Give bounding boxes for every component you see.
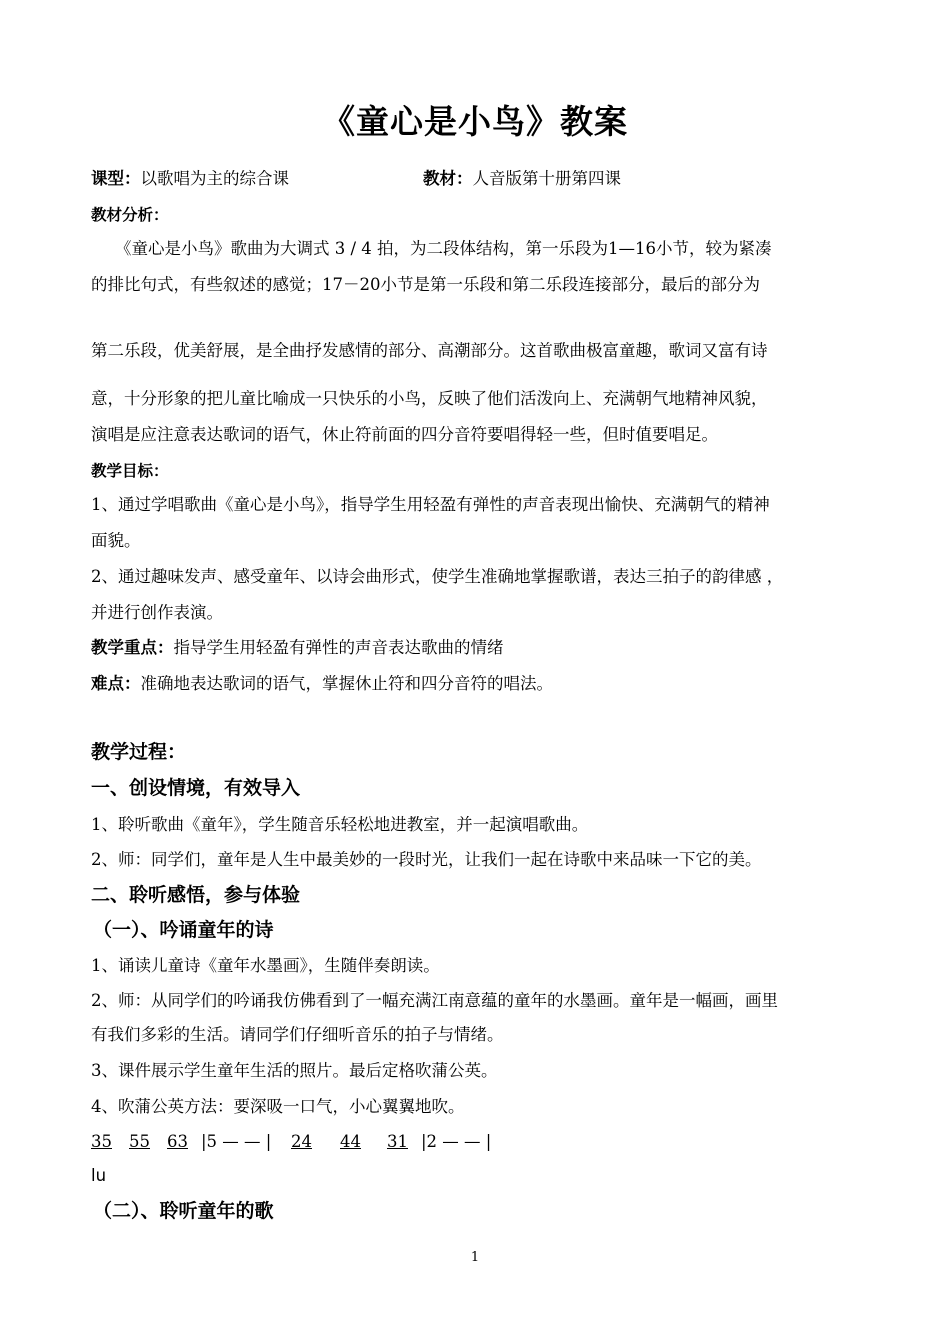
goals-heading: 教学目标： — [91, 462, 169, 480]
subsection-1-heading: （一）、吟诵童年的诗 — [93, 919, 274, 941]
difficulty-line — [91, 673, 553, 695]
analysis-heading: 教材分析： — [91, 206, 169, 224]
goals-line: 并进行创作表演。 — [91, 603, 223, 622]
analysis-line: 《童心是小鸟》歌曲为大调式 3 / 4 拍，为二段体结构，第一乐段为1—16小节，较为紧凑 — [115, 239, 772, 258]
analysis-line: 演唱是应注意表达歌词的语气，休止符前面的四分音符要唱得轻一些，但时值要唱足。 — [91, 425, 718, 444]
score-note: 35 — [91, 1132, 112, 1151]
score-measure: |2 — — | — [421, 1132, 492, 1151]
section-2-heading: 二、聆听感悟，参与体验 — [91, 884, 301, 906]
page-number: 1 — [470, 1250, 480, 1265]
section-1-heading: 一、创设情境，有效导入 — [91, 777, 301, 799]
material-label: 教材： — [423, 169, 473, 188]
analysis-line: 第二乐段，优美舒展，是全曲抒发感情的部分、高潮部分。这首歌曲极富童趣，歌词又富有诗 — [91, 341, 768, 360]
goals-line: 1、通过学唱歌曲《童心是小鸟》，指导学生用轻盈有弹性的声音表现出愉快、充满朝气的精神 — [91, 495, 770, 514]
score-note: 55 — [129, 1132, 150, 1151]
analysis-line: 意，十分形象的把儿童比喻成一只快乐的小鸟，反映了他们活泼向上、充满朝气地精神风貌， — [91, 389, 768, 408]
score-note: 24 — [291, 1132, 312, 1151]
lesson-type-value: 以歌唱为主的综合课 — [140, 169, 289, 188]
process-heading: 教学过程： — [91, 741, 187, 763]
goals-line: 2、通过趣味发声、感受童年、以诗会曲形式，使学生准确地掌握歌谱，表达三拍子的韵律感 ， — [91, 567, 784, 586]
score-note: 44 — [340, 1132, 361, 1151]
score-note: 31 — [387, 1132, 408, 1151]
difficulty-value: 准确地表达歌词的语气，掌握休止符和四分音符的唱法。 — [140, 674, 553, 693]
section-1-line: 1、聆听歌曲《童年》，学生随音乐轻松地进教室，并一起演唱歌曲。 — [91, 815, 589, 834]
analysis-line: 的排比句式，有些叙述的感觉；17－20小节是第一乐段和第二乐段连接部分，最后的部分为 — [91, 275, 760, 294]
score-note: 63 — [167, 1132, 188, 1151]
material-value: 人音版第十册第四课 — [472, 169, 621, 188]
goals-line: 面貌。 — [91, 531, 141, 550]
score-measure: |5 — — | — [201, 1132, 272, 1151]
subsection-1-line: 1、诵读儿童诗《童年水墨画》，生随伴奏朗读。 — [91, 956, 440, 975]
lesson-type-label: 课型： — [91, 169, 141, 188]
meta-line — [91, 168, 621, 190]
subsection-2-heading: （二）、聆听童年的歌 — [93, 1200, 274, 1222]
score-lyric: lu — [91, 1166, 107, 1185]
subsection-1-line: 3、课件展示学生童年生活的照片。最后定格吹蒲公英。 — [91, 1061, 498, 1080]
difficulty-label: 难点： — [91, 674, 141, 693]
page-title: 《童心是小鸟》教案 — [322, 102, 628, 141]
subsection-1-line: 2、师：从同学们的吟诵我仿佛看到了一幅充满江南意蕴的童年的水墨画。童年是一幅画，画里 — [91, 991, 778, 1010]
subsection-1-line: 有我们多彩的生活。请同学们仔细听音乐的拍子与情绪。 — [91, 1025, 504, 1044]
subsection-1-line: 4、吹蒲公英方法：要深吸一口气，小心翼翼地吹。 — [91, 1097, 465, 1116]
focus-label: 教学重点： — [91, 638, 174, 657]
focus-value: 指导学生用轻盈有弹性的声音表达歌曲的情绪 — [173, 638, 504, 657]
focus-line — [91, 637, 504, 659]
section-1-line: 2、师：同学们，童年是人生中最美妙的一段时光，让我们一起在诗歌中来品味一下它的美。 — [91, 850, 762, 869]
